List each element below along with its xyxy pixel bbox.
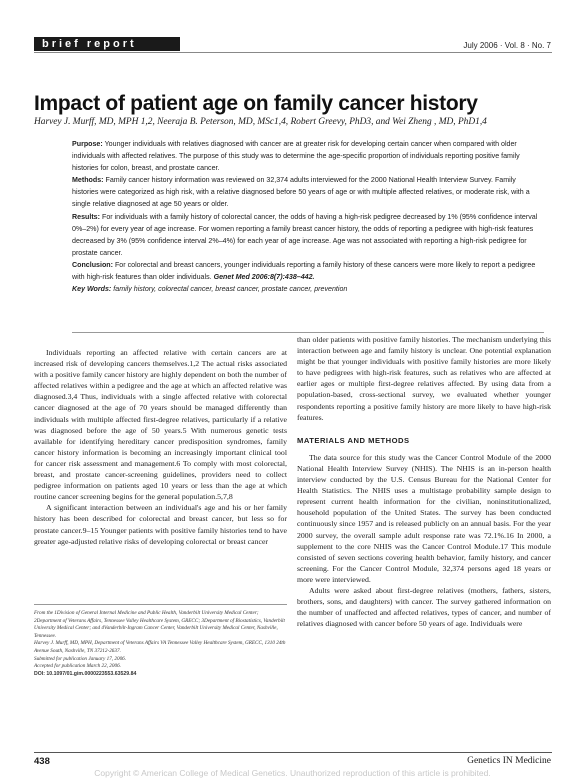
body-column-right [297, 334, 551, 629]
results-text: For individuals with a family history of colorectal cancer, the odds of having a high-risk pedigree decreased by 1% (95% confidence interval 0%–2%) for every year of age increase. For women reporting a family breast cancer history, the odds of reporting a pedigree with high-risk features decreased by 3% (95% confidence interval 2%–4%) for each year of age increase. Age was not associated with reporting a high-risk pedigree for prostate cancer. [72, 212, 538, 257]
methods-paragraph-2: Adults were asked about first-degree relatives (mothers, fathers, sisters, brothers, sons, and daughters) with cancer. The survey gathered information on the number of unaffected and affected relatives, types of cancer, and number of relatives diagnosed with cancer before 50 years of age. Individuals were [297, 585, 551, 629]
abstract-purpose [72, 138, 544, 174]
keywords-text: family history, colorectal cancer, breast cancer, prostate cancer, prevention [113, 285, 348, 294]
abstract-conclusion [72, 259, 544, 283]
abstract-keywords [72, 283, 544, 295]
body-column-left [34, 347, 287, 592]
methods-label: Methods: [72, 176, 104, 185]
section-label: brief report [34, 37, 180, 51]
journal-name: Genetics IN Medicine [467, 756, 551, 766]
header-divider [34, 52, 552, 53]
methods-heading: MATERIALS AND METHODS [297, 435, 410, 445]
intro-paragraph-1: Individuals reporting an affected relative with certain cancers are at increased risk of developing cancers themselves.1,2 The actual risks associated with a positive family cancer history are highly dependent on both the number of affected relatives within a pedigree and the age at which an affected relative was diagnosed.3,4 Thus, individuals with a single affected relative with colorectal cancer diagnosed at the age of 70 years should be managed differently than individuals with multiple affected first-degree relatives, particularly if a relative was diagnosed before the age of 50 years.5 With numerous genetic tests available for identifying hereditary cancer predisposition syndromes, family cancer history information is becoming an increasingly important clinical tool for cancer risk assessment and management.6 To comply with most colorectal, breast, and prostate cancer-screening guidelines, providers need to collect pedigree information on patients aged 10 years or less than the age at which routine cancer screening begins for the general population.5,7,8 [34, 348, 287, 502]
methods-text: Family cancer history information was reviewed on 32,374 adults interviewed for the 2000 National Health Interview Survey. Family histories were categorized as high risk, with a relative diagnosed before 50 years of age or with multiple affected relatives, or moderate risk, with a single relative diagnosed at age 50 years or older. [72, 176, 530, 209]
footnotes [34, 610, 287, 678]
purpose-label: Purpose: [72, 140, 103, 148]
article-title: Impact of patient age on family cancer history [34, 92, 478, 115]
abstract-results [72, 211, 544, 259]
keywords-label: Key Words: [72, 285, 112, 294]
doi: DOI: 10.1097/01.gim.0000223553.63529.84 [34, 670, 137, 677]
footer-divider [34, 752, 552, 753]
methods-paragraph-1: The data source for this study was the Cancer Control Module of the 2000 National Health Interview Survey (NHIS). The NHIS is an in-person health interview conducted by the U.S. Census Bureau for the National Center for Health Statistics. The NHIS uses a multistage probability sample design to represent current health information for the civilian, noninstitutionalized, household population of the United States. The survey has been conducted continuously since 1957 and is released publicly on an annual basis. For the year 2000 survey, the overall sample adult response rate was 72.1%.16 In 2000, a supplement to the core NHIS was the Cancer Control Module.17 This module consisted of seven sections covering health behavior, family history, and cancer screening. For the Cancer Control Module, 32,374 persons aged 18 years or more were interviewed. [297, 452, 551, 584]
page-number: 438 [34, 756, 50, 767]
affiliations: From the 1Division of General Internal Medicine and Public Health, Vanderbilt University Medical Center; 2Department of Veterans Affairs, Tennessee Valley Healthcare System, GRECC; 3Department of Biostatistics, Vanderbilt University Medical Center; and 4Vanderbilt-Ingram Cancer Center, Vanderbilt University Medical Center, Nashville, Tennessee. [34, 610, 285, 639]
intro-paragraph-3: than older patients with positive family histories. The mechanism underlying this interaction between age and family history is unclear. One potential explanation might be that younger individuals with positive family histories are more likely to have pedigrees with high-risk features, such as relatives who are affected at earlier ages or multiple first-degree relatives affected. By using data from a population-based, cross-sectional survey, we evaluated whether younger respondents reporting a positive family history are more likely to have high-risk features. [297, 335, 551, 422]
submitted-date: Submitted for publication January 17, 2006. [34, 655, 127, 662]
intro-paragraph-2: A significant interaction between an individual's age and his or her family history has been described for colorectal and breast cancer, but less so for prostate cancer.9–15 Younger patients with positive family histories tend to have greater age-adjusted relative risks of developing colorectal or breast cancer [34, 503, 287, 546]
abstract-methods [72, 174, 544, 210]
conclusion-label: Conclusion: [72, 260, 113, 269]
abstract [72, 138, 544, 295]
accepted-date: Accepted for publication March 22, 2006. [34, 663, 121, 670]
correspondence: Harvey J. Murff, MD, MPH, Department of Veterans Affairs VA Tennessee Valley Healthcare System, GRECC, 1310 24th Avenue South, Nashville, TN 37212-2637. [34, 640, 286, 654]
citation: Genet Med 2006:8(7):438–442. [213, 273, 315, 282]
purpose-text: Younger individuals with relatives diagnosed with cancer are at greater risk for developing certain cancer when compared with older individuals with affected relatives. The purpose of this study was to determine the age-specific proportion of individuals reporting positive family histories for colon, breast, and prostate cancer. [72, 140, 520, 173]
results-label: Results: [72, 212, 100, 221]
issue-info: July 2006 · Vol. 8 · No. 7 [463, 41, 551, 50]
author-list: Harvey J. Murff, MD, MPH 1,2, Neeraja B. Peterson, MD, MSc1,4, Robert Greevy, PhD3, and Wei Zheng , MD, PhD1,4 [34, 117, 487, 127]
conclusion-text: For colorectal and breast cancers, younger individuals reporting a family history of these cancers were more likely to report a pedigree with high-risk features than older individuals. [72, 260, 536, 282]
abstract-divider [72, 332, 544, 333]
footnote-divider [34, 604, 287, 605]
copyright-notice: Copyright © American College of Medical Genetics. Unauthorized reproduction of this article is prohibited. [94, 768, 491, 778]
